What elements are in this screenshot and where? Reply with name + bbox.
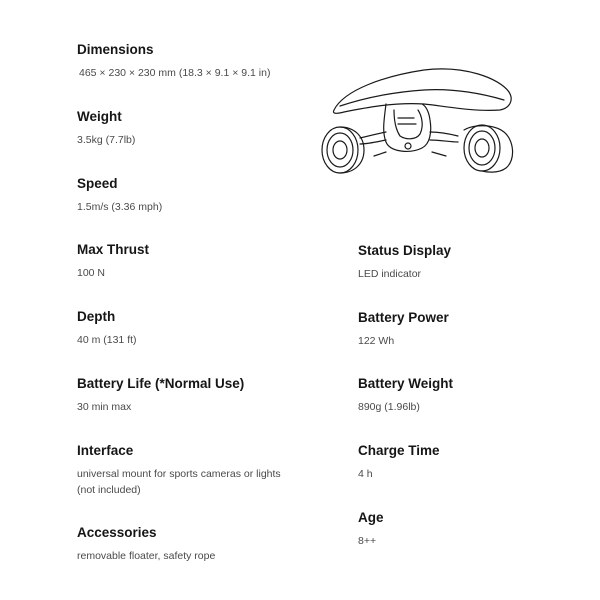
spec-title: Accessories <box>77 525 157 540</box>
spec-value: 1.5m/s (3.36 mph) <box>77 201 163 213</box>
spec-title: Status Display <box>358 243 452 258</box>
spec-max-thrust <box>77 242 307 281</box>
spec-value: 3.5kg (7.7lb) <box>77 134 136 146</box>
spec-title: Battery Life (*Normal Use) <box>77 376 245 391</box>
spec-age <box>358 510 558 549</box>
spec-value: LED indicator <box>358 268 422 280</box>
spec-value: 465 × 230 × 230 mm (18.3 × 9.1 × 9.1 in) <box>79 67 271 79</box>
spec-title: Interface <box>77 443 134 458</box>
spec-title: Charge Time <box>358 443 440 458</box>
spec-title: Battery Weight <box>358 376 454 391</box>
spec-title: Max Thrust <box>77 242 150 257</box>
spec-status-display <box>358 243 558 282</box>
spec-value: 100 N <box>77 267 106 279</box>
spec-charge-time <box>358 443 558 482</box>
spec-battery-weight <box>358 376 558 415</box>
spec-value: 8++ <box>358 535 377 547</box>
spec-value: 890g (1.96lb) <box>358 401 420 413</box>
spec-value: 30 min max <box>77 401 132 413</box>
spec-value: universal mount for sports cameras or lights (not included) <box>77 468 281 496</box>
spec-title: Age <box>358 510 384 525</box>
spec-title: Dimensions <box>77 42 154 57</box>
spec-title: Depth <box>77 309 116 324</box>
spec-value: 4 h <box>358 468 373 480</box>
spec-title: Weight <box>77 109 122 124</box>
sea-scooter-illustration <box>314 60 524 186</box>
spec-value: 122 Wh <box>358 335 395 347</box>
spec-speed <box>77 176 307 215</box>
spec-depth <box>77 309 307 348</box>
spec-title: Speed <box>77 176 118 191</box>
spec-value: removable floater, safety rope <box>77 550 216 562</box>
spec-weight <box>77 109 307 148</box>
spec-value: 40 m (131 ft) <box>77 334 137 346</box>
spec-title: Battery Power <box>358 310 449 325</box>
spec-battery-life <box>77 376 307 415</box>
spec-accessories <box>77 525 307 564</box>
spec-battery-power <box>358 310 558 349</box>
spec-interface <box>77 443 282 498</box>
spec-dimensions <box>77 42 307 81</box>
